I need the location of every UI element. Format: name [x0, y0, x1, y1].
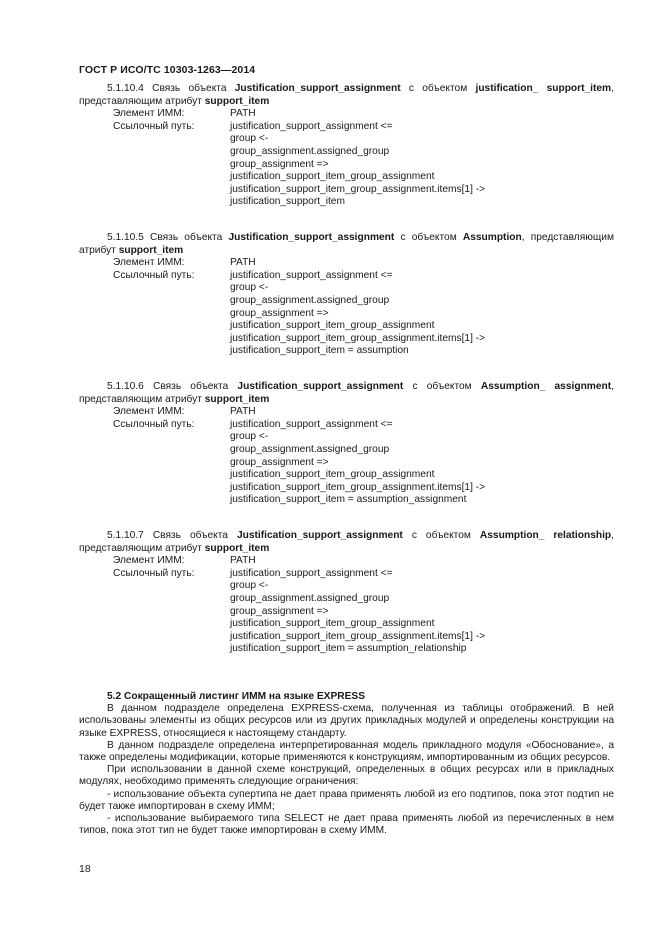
path-line: group_assignment.assigned_group — [230, 592, 390, 604]
path-line: group_assignment.assigned_group — [230, 145, 390, 157]
path-line: group <- — [230, 580, 269, 592]
path-line: group <- — [230, 133, 269, 145]
path-line: justification_support_item_group_assignment — [230, 618, 435, 630]
path-line: justification_support_assignment <= — [230, 269, 393, 281]
element-label: Элемент ИММ: — [113, 108, 185, 120]
path-line: group_assignment => — [230, 307, 329, 319]
section-attribute: support_item — [118, 244, 184, 256]
path-line: justification_support_item_group_assignment.items[1] -> — [230, 630, 486, 642]
section-attribute: support_item — [204, 393, 270, 405]
path-label: Ссылочный путь: — [113, 567, 195, 579]
element-value: PATH — [230, 257, 256, 269]
path-line: group_assignment => — [230, 158, 329, 170]
reference-path — [230, 270, 614, 358]
reference-path — [230, 419, 614, 507]
page-number: 18 — [79, 863, 91, 875]
element-value: PATH — [230, 555, 256, 567]
path-line: group_assignment => — [230, 456, 329, 468]
element-value: PATH — [230, 108, 256, 120]
express-listing-section — [79, 691, 614, 837]
section-target: Assumption_ relationship — [479, 530, 612, 541]
element-label: Элемент ИММ: — [113, 257, 185, 269]
section-number: 5.1.10.7 — [107, 530, 144, 541]
section-post-text: представляющим атрибут — [79, 232, 614, 256]
element-value: PATH — [230, 406, 256, 418]
section-target: justification_ support_item — [475, 83, 612, 94]
restriction-item: - использование объекта супертипа не дает права применять любой из его подтипов, пока этот подтип не будет также импортирован в схему ИММ; — [79, 788, 614, 812]
path-line: group <- — [230, 282, 269, 294]
paragraph: В данном подразделе определена EXPRESS-схема, полученная из таблицы отображений. В ней использованы элементы из общих ресурсов или из других прикладных модулей и определены конструкции на языке EXPRESS, относящиеся к настоящему стандарту. — [79, 703, 614, 739]
section-entity: Justification_support_assignment — [236, 530, 403, 541]
path-line: justification_support_item = assumption_relationship — [230, 643, 467, 655]
element-row — [79, 108, 614, 121]
path-label: Ссылочный путь: — [113, 120, 195, 132]
paragraph: При использовании в данной схеме конструкций, определенных в общих ресурсах или в прикладных модулях, необходимо применять следующие ограничения: — [79, 764, 614, 788]
path-line: group_assignment.assigned_group — [230, 294, 390, 306]
path-line: justification_support_item_group_assignment.items[1] -> — [230, 183, 486, 195]
element-row — [79, 555, 614, 568]
restriction-item: - использование выбираемого типа SELECT не дает права применять любой из перечисленных в нем типов, пока этот тип не будет также импортирован в схему ИММ. — [79, 813, 614, 837]
section-heading: 5.1.10.6 Связь объекта Justification_support_assignment с объектом Assumption_ assignment, представляющим атрибут support_item — [79, 381, 614, 405]
path-line: group <- — [230, 431, 269, 443]
element-label: Элемент ИММ: — [113, 555, 185, 567]
element-row — [79, 406, 614, 419]
section-pre-text: Связь объекта — [152, 83, 227, 94]
mapping-section — [79, 232, 614, 358]
section-mid-text: с объектом — [412, 381, 472, 392]
section-post-text: представляющим атрибут — [79, 95, 202, 107]
path-line: justification_support_assignment <= — [230, 567, 393, 579]
reference-path — [230, 568, 614, 656]
section-mid-text: с объектом — [408, 83, 468, 94]
mapping-section — [79, 530, 614, 656]
path-line: justification_support_assignment <= — [230, 120, 393, 132]
path-line: justification_support_item = assumption_assignment — [230, 494, 467, 506]
path-line: justification_support_item_group_assignment — [230, 171, 435, 183]
section-number: 5.1.10.6 — [107, 381, 144, 392]
section-entity: Justification_support_assignment — [237, 381, 404, 392]
section-heading: 5.1.10.4 Связь объекта Justification_support_assignment с объектом justification_ support_item, представляющим атрибут support_item — [79, 83, 614, 107]
path-label: Ссылочный путь: — [113, 269, 195, 281]
mapping-section — [79, 83, 614, 209]
section-mid-text: с объектом — [400, 232, 457, 243]
section-heading: 5.1.10.5 Связь объекта Justification_support_assignment с объектом Assumption, представляющим атрибут support_item — [79, 232, 614, 256]
section-number: 5.1.10.4 — [107, 83, 144, 94]
path-line: justification_support_item = assumption — [230, 345, 409, 357]
section-target: Assumption — [462, 232, 522, 243]
path-line: justification_support_item_group_assignment — [230, 469, 435, 481]
path-line: justification_support_item_group_assignment.items[1] -> — [230, 332, 486, 344]
section-pre-text: Связь объекта — [149, 232, 223, 243]
section-entity: Justification_support_assignment — [234, 83, 401, 94]
section-pre-text: Связь объекта — [152, 381, 229, 392]
section-attribute: support_item — [204, 95, 270, 107]
element-label: Элемент ИММ: — [113, 406, 185, 418]
section-attribute: support_item — [204, 542, 270, 554]
mapping-section — [79, 381, 614, 507]
paragraph: В данном подразделе определена интерпретированная модель прикладного модуля «Обоснование», а также определены модификации, которые применяются к конструкциям, импортированным из общих ресурсов. — [79, 739, 614, 764]
reference-path — [230, 121, 614, 209]
section-5-2-heading: 5.2 Сокращенный листинг ИММ на языке EXPRESS — [107, 691, 366, 702]
section-target: Assumption_ assignment — [480, 381, 612, 392]
path-line: group_assignment => — [230, 605, 329, 617]
path-line: justification_support_assignment <= — [230, 418, 393, 430]
section-entity: Justification_support_assignment — [228, 232, 395, 243]
section-heading: 5.1.10.7 Связь объекта Justification_support_assignment с объектом Assumption_ relationship, представляющим атрибут support_item — [79, 530, 614, 554]
section-mid-text: с объектом — [411, 530, 471, 541]
section-number: 5.1.10.5 — [107, 232, 144, 243]
path-line: justification_support_item_group_assignment.items[1] -> — [230, 481, 486, 493]
element-row — [79, 257, 614, 270]
path-label: Ссылочный путь: — [113, 418, 195, 430]
document-header: ГОСТ Р ИСО/ТС 10303-1263—2014 — [79, 64, 256, 76]
path-line: group_assignment.assigned_group — [230, 443, 390, 455]
section-post-text: представляющим атрибут — [79, 542, 202, 554]
section-pre-text: Связь объекта — [152, 530, 228, 541]
section-post-text: представляющим атрибут — [79, 393, 202, 405]
path-line: justification_support_item_group_assignment — [230, 320, 435, 332]
path-line: justification_support_item — [230, 196, 345, 208]
